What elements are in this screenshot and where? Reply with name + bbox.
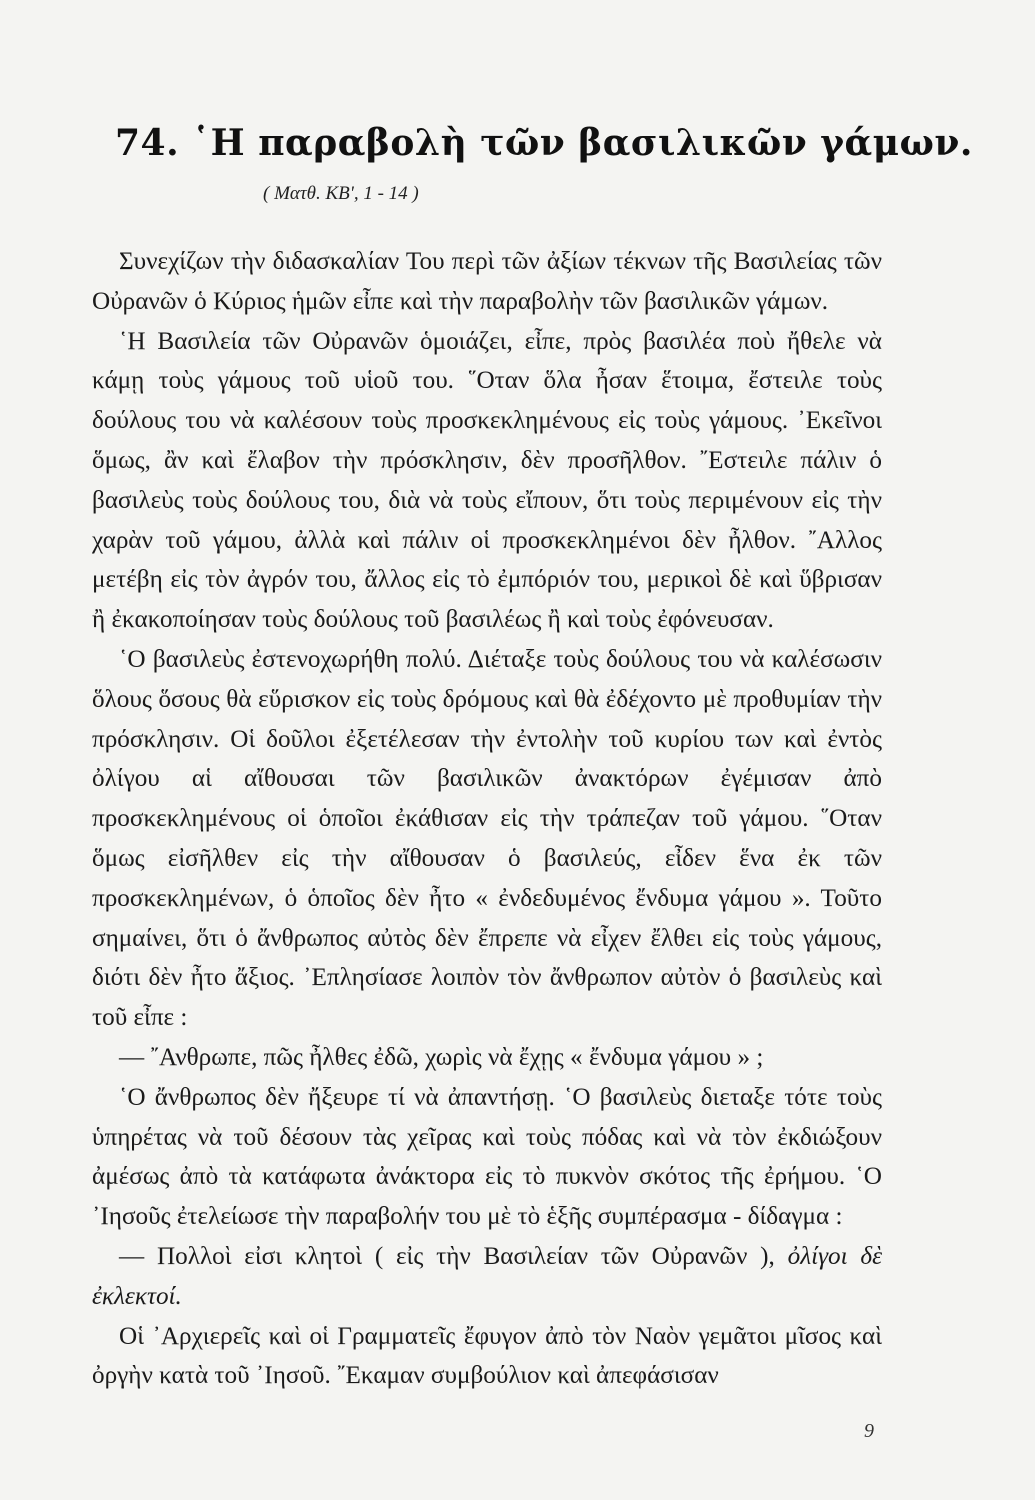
paragraph: Συνεχίζων τὴν διδασκαλίαν Του περὶ τῶν ἀξίων τέκνων τῆς Βασιλείας τῶν Οὐρανῶν ὁ Κύριος ἡμῶν εἶπε καὶ τὴν παραβολὴν τῶν βασιλικῶν γάμων. xyxy=(92,248,882,315)
paragraph: Οἱ ᾿Αρχιερεῖς καὶ οἱ Γραμματεῖς ἔφυγον ἀπὸ τὸν Ναὸν γεμᾶτοι μῖσος καὶ ὀργὴν κατὰ τοῦ ᾿Ιησοῦ. ῎Εκαμαν συμβούλιον καὶ ἀπεφάσισαν xyxy=(92,1322,882,1390)
body-text xyxy=(92,242,882,1396)
closing-saying xyxy=(92,1237,882,1317)
paragraph: ῾Ο ἄνθρωπος δὲν ἤξευρε τί νὰ ἀπαντήσῃ. ῾Ο βασιλεὺς διεταξε τότε τοὺς ὑπηρέτας νὰ τοῦ δέσουν τὰς χεῖρας καὶ τοὺς πόδας καὶ νὰ τὸν ἐκδιώξουν ἀμέσως ἀπὸ τὰ κατάφωτα ἀνάκτορα εἰς τὸ πυκνὸν σκότος τῆς ἐρήμου. ῾Ο ᾿Ιησοῦς ἐτελείωσε τὴν παραβολήν του μὲ τὸ ἑξῆς συμπέρασμα - δίδαγμα : xyxy=(92,1083,882,1231)
paragraph: ῾Ο βασιλεὺς ἐστενοχωρήθη πολύ. Διέταξε τοὺς δούλους του νὰ καλέσωσιν ὅλους ὅσους θὰ εὕρισκον εἰς τοὺς δρόμους καὶ θὰ ἐδέχοντο μὲ προθυμίαν τὴν πρόσκλησιν. Οἱ δοῦλοι ἐξετέλεσαν τὴν ἐντολὴν τοῦ κυρίου των καὶ ἐντὸς ὀλίγου αἱ αἴθουσαι τῶν βασιλικῶν ἀνακτόρων ἐγέμισαν ἀπὸ προσκεκλημένους οἱ ὁποῖοι ἐκάθισαν εἰς τὴν τράπεζαν τοῦ γάμου. ῞Οταν ὅμως εἰσῆλθεν εἰς τὴν αἴθουσαν ὁ βασιλεύς, εἶδεν ἕνα ἐκ τῶν προσκεκλημένων, ὁ ὁποῖος δὲν ἦτο « ἐνδεδυμένος ἔνδυμα γάμου ». Τοῦτο σημαίνει, ὅτι ὁ ἄνθρωπος αὐτὸς δὲν ἔπρεπε νὰ εἶχεν ἔλθει εἰς τοὺς γάμους, διότι δὲν ἦτο ἄξιος. ᾿Επλησίασε λοιπὸν τὸν ἄνθρωπον αὐτὸν ὁ βασιλεὺς καὶ τοῦ εἶπε : xyxy=(92,645,882,1032)
page-number: 9 xyxy=(864,1420,874,1442)
scripture-reference: ( Ματθ. ΚΒ', 1 - 14 ) xyxy=(263,183,419,204)
chapter-heading: 74. ῾Η παραβολὴ τῶν βασιλικῶν γάμων. xyxy=(115,122,973,164)
saying-lead: — Πολλοὶ εἰσι κλητοὶ ( εἰς τὴν Βασιλείαν τῶν Οὐρανῶν ), xyxy=(119,1242,788,1270)
saying-end: ὀλίγοι δὲ ἐκλεκτοί. xyxy=(92,1242,882,1310)
dialogue-line: — ῎Ανθρωπε, πῶς ἦλθες ἐδῶ, χωρὶς νὰ ἔχῃς « ἔνδυμα γάμου » ; xyxy=(119,1043,764,1071)
paragraph: ῾Η Βασιλεία τῶν Οὐρανῶν ὁμοιάζει, εἶπε, πρὸς βασιλέα ποὺ ἤθελε νὰ κάμῃ τοὺς γάμους τοῦ υἱοῦ του. ῞Οταν ὅλα ἦσαν ἕτοιμα, ἔστειλε τοὺς δούλους του νὰ καλέσουν τοὺς προσκεκλημένους εἰς τοὺς γάμους. ᾿Εκεῖνοι ὅμως, ἂν καὶ ἔλαβον τὴν πρόσκλησιν, δὲν προσῆλθον. ῎Εστειλε πάλιν ὁ βασιλεὺς τοὺς δούλους του, διὰ νὰ τοὺς εἴπουν, ὅτι τοὺς περιμένουν εἰς τὴν χαρὰν τοῦ γάμου, ἀλλὰ καὶ πάλιν οἱ προσκεκλημένοι δὲν ἦλθον. ῎Αλλος μετέβη εἰς τὸν ἀγρόν του, ἄλλος εἰς τὸ ἐμπόριόν του, μερικοὶ δὲ καὶ ὕβρισαν ἢ ἐκακοποίησαν τοὺς δούλους τοῦ βασιλέως ἢ καὶ τοὺς ἐφόνευσαν. xyxy=(92,327,882,634)
book-page xyxy=(92,0,973,1500)
